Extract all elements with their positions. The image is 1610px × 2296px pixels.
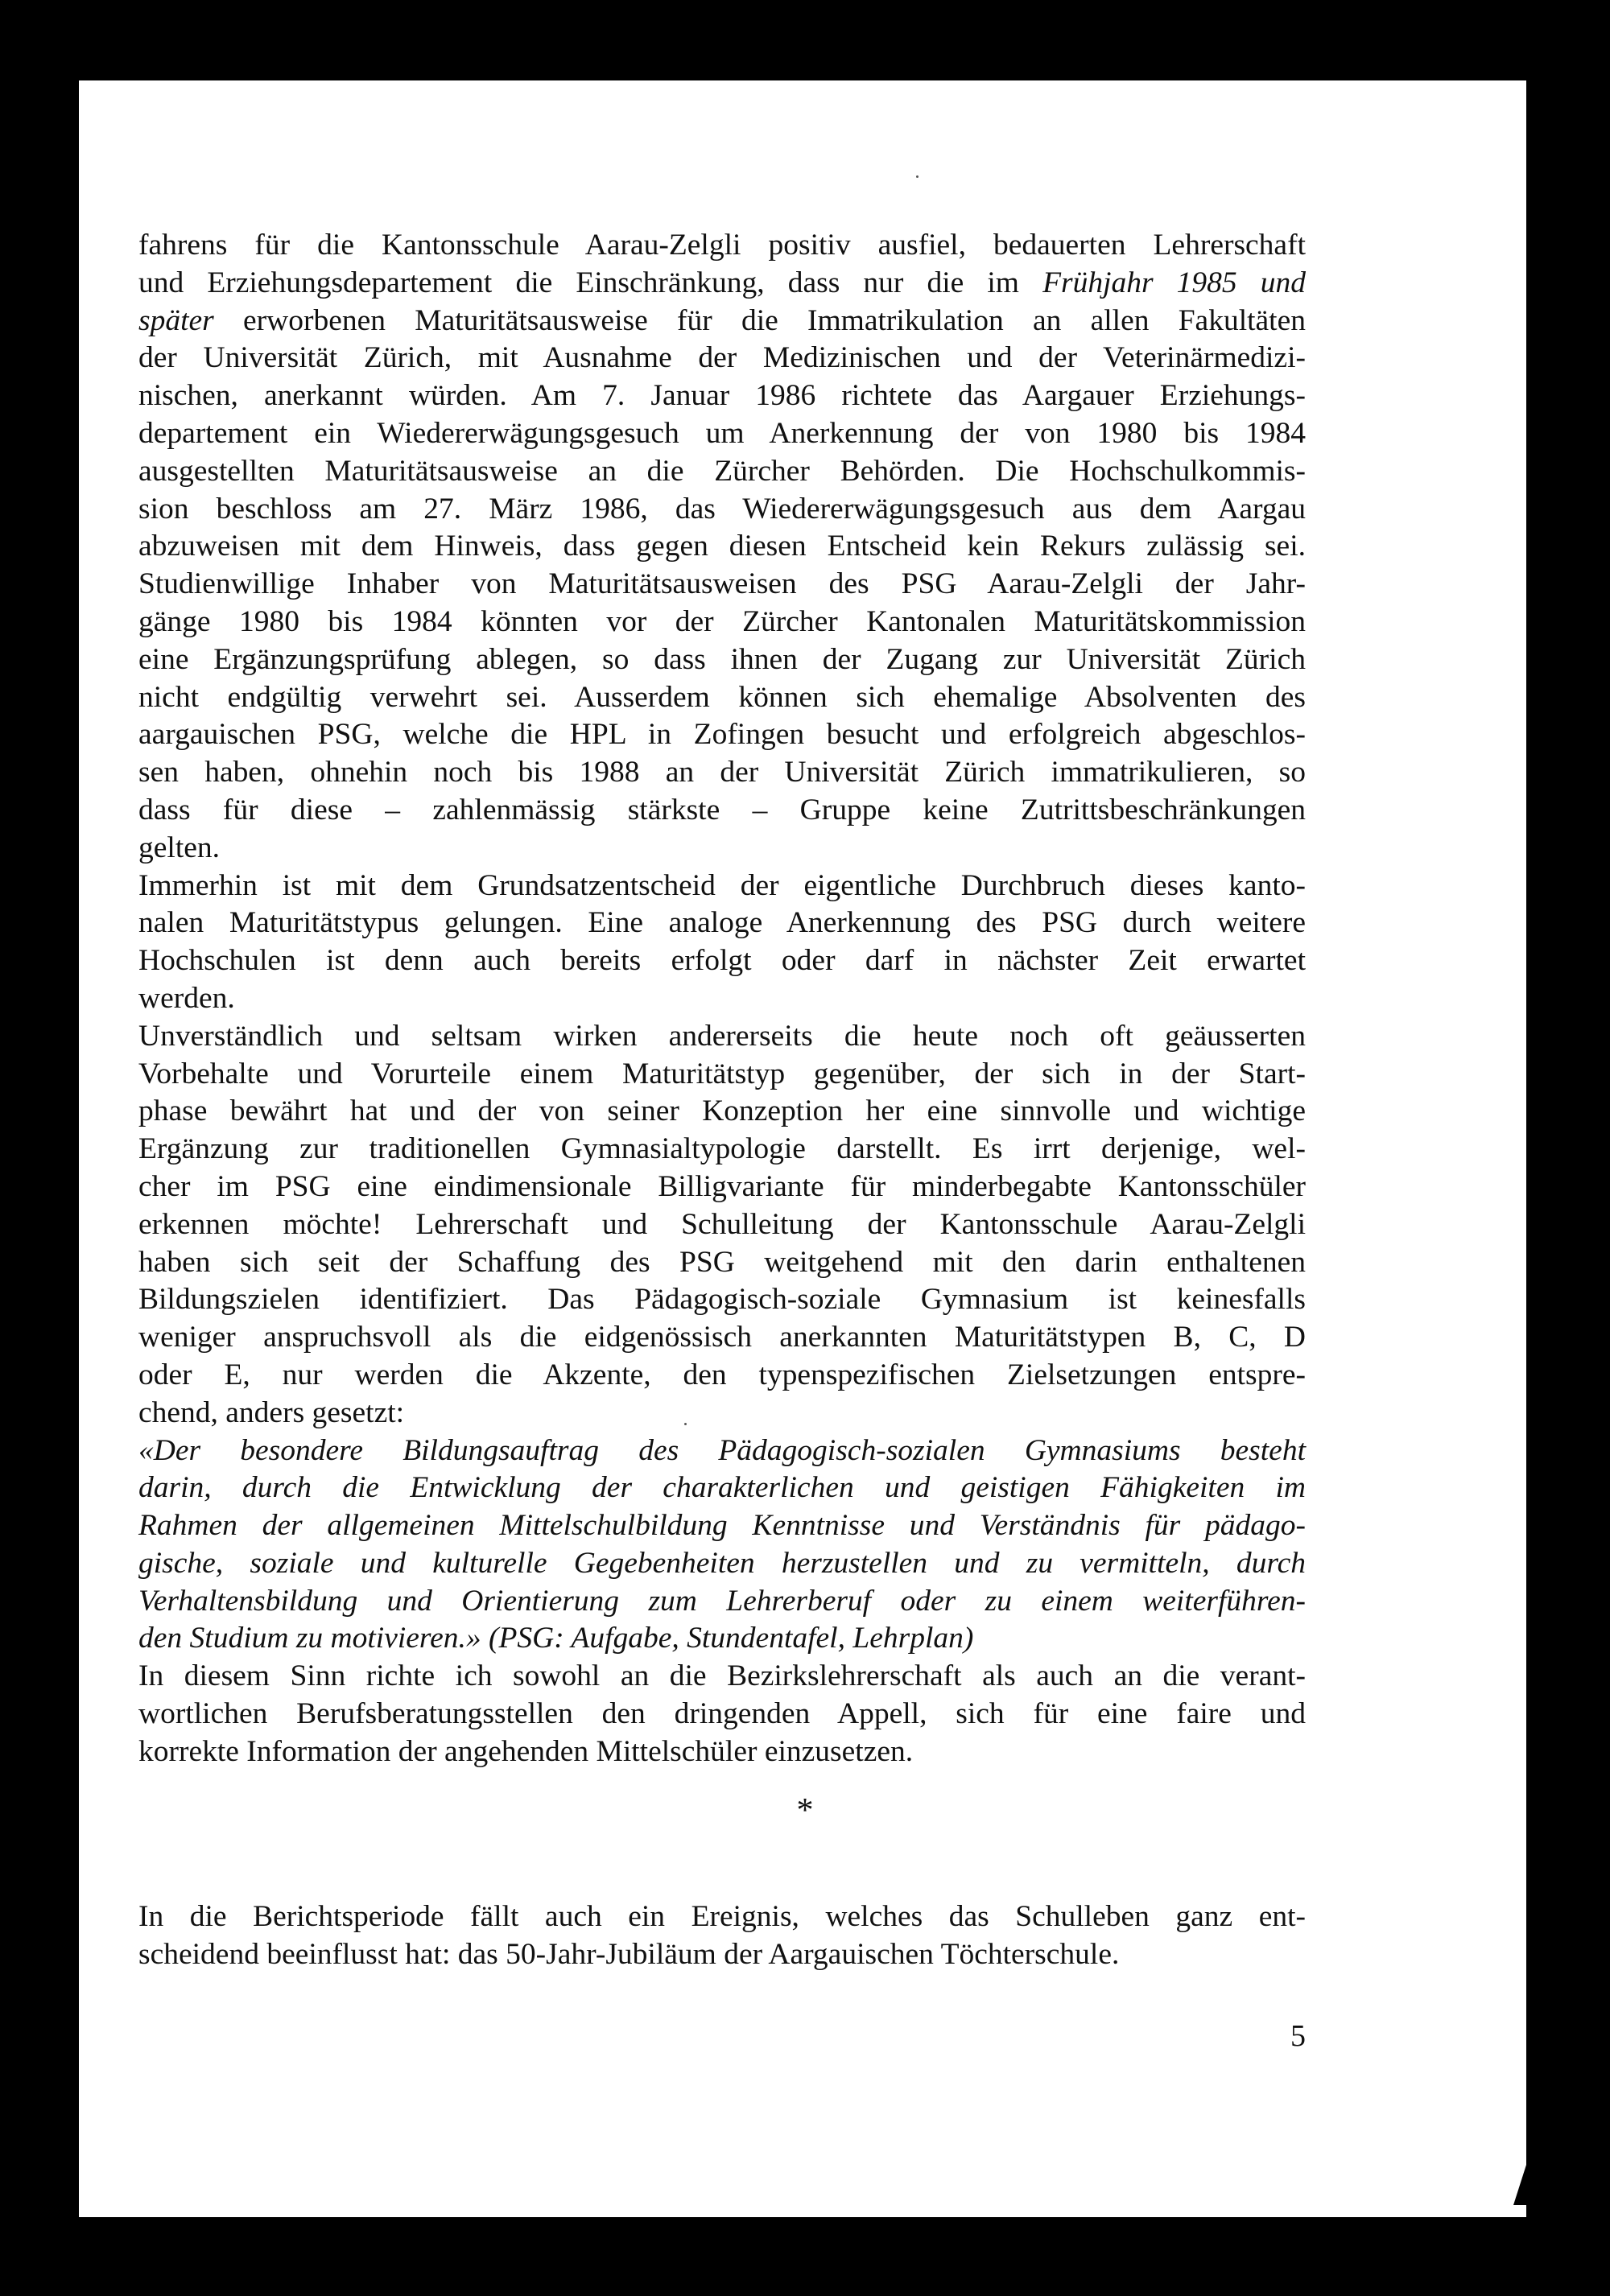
text-line: dass für diese – zahlenmässig stärkste – Gruppe keine Zutrittsbeschränkungen bbox=[138, 793, 1306, 826]
italic-text: später bbox=[138, 303, 214, 337]
text-line: korrekte Information der angehenden Mittelschüler einzusetzen. bbox=[138, 1734, 914, 1768]
text-line: eine Ergänzungsprüfung ablegen, so dass ihnen der Zugang zur Universität Zürich bbox=[138, 642, 1306, 676]
text-line: nicht endgültig verwehrt sei. Ausserdem können sich ehemalige Absolventen des bbox=[138, 680, 1306, 714]
text-line: nischen, anerkannt würden. Am 7. Januar 1986 richtete das Aargauer Erziehungs- bbox=[138, 379, 1306, 413]
text-line: wortlichen Berufsberatungsstellen den dringenden Appell, sich für eine faire und bbox=[138, 1697, 1306, 1731]
paragraph-3 bbox=[138, 1018, 1306, 1432]
text-line: Rahmen der allgemeinen Mittelschulbildung Kenntnisse und Verständnis für pädago- bbox=[138, 1509, 1306, 1543]
text-line: und Erziehungsdepartement die Einschränkung, dass nur die im Frühjahr 1985 und bbox=[138, 266, 1306, 299]
text-line: haben sich seit der Schaffung des PSG weitgehend mit den darin enthaltenen bbox=[138, 1245, 1306, 1279]
text-line: Ergänzung zur traditionellen Gymnasialtypologie darstellt. Es irrt derjenige, wel- bbox=[138, 1132, 1306, 1166]
text-line: departement ein Wiedererwägungsgesuch um Anerkennung der von 1980 bis 1984 bbox=[138, 416, 1306, 450]
text-line: gänge 1980 bis 1984 könnten vor der Zürcher Kantonalen Maturitätskommission bbox=[138, 604, 1306, 638]
text-line: oder E, nur werden die Akzente, den typenspezifischen Zielsetzungen entspre- bbox=[138, 1358, 1306, 1391]
paragraph-4 bbox=[138, 1658, 1306, 1770]
text-line: weniger anspruchsvoll als die eidgenössisch anerkannten Maturitätstypen B, C, D bbox=[138, 1321, 1306, 1354]
text-line: Unverständlich und seltsam wirken andererseits die heute noch oft geäusserten bbox=[138, 1019, 1306, 1053]
text-line: darin, durch die Entwicklung der charakterlichen und geistigen Fähigkeiten im bbox=[138, 1471, 1306, 1505]
text-line: phase bewährt hat und der von seiner Konzeption her eine sinnvolle und wichtige bbox=[138, 1094, 1306, 1128]
page-number: 5 bbox=[1290, 2019, 1306, 2053]
text-line: In die Berichtsperiode fällt auch ein Ereignis, welches das Schulleben ganz ent- bbox=[138, 1900, 1306, 1933]
text-line: «Der besondere Bildungsauftrag des Pädagogisch-sozialen Gymnasiums besteht bbox=[138, 1433, 1306, 1467]
text-line: sion beschloss am 27. März 1986, das Wiedererwägungsgesuch aus dem Aargau bbox=[138, 492, 1306, 526]
text-line: gelten. bbox=[138, 831, 221, 864]
body-text bbox=[138, 227, 1306, 1771]
text-line: werden. bbox=[138, 981, 235, 1015]
text-line: Hochschulen ist denn auch bereits erfolgt oder darf in nächster Zeit erwartet bbox=[138, 944, 1306, 978]
text-line: der Universität Zürich, mit Ausnahme der Medizinischen und der Veterinärmedizi- bbox=[138, 341, 1306, 375]
text-line: In diesem Sinn richte ich sowohl an die Bezirkslehrerschaft als auch an die verant- bbox=[138, 1659, 1306, 1693]
text-line: Immerhin ist mit dem Grundsatzentscheid der eigentliche Durchbruch dieses kanto- bbox=[138, 868, 1306, 902]
text-line: scheidend beeinflusst hat: das 50-Jahr-Jubiläum der Aargauischen Töchterschule. bbox=[138, 1937, 1120, 1971]
text-line: cher im PSG eine eindimensionale Billigvariante für minderbegabte Kantonsschüler bbox=[138, 1169, 1306, 1203]
closing-paragraph bbox=[138, 1898, 1306, 1974]
text-line: erkennen möchte! Lehrerschaft und Schulleitung der Kantonsschule Aarau-Zelgli bbox=[138, 1207, 1306, 1241]
quote-paragraph bbox=[138, 1432, 1306, 1659]
paragraph-1 bbox=[138, 227, 1306, 868]
text-line: ausgestellten Maturitätsausweise an die Zürcher Behörden. Die Hochschulkommis- bbox=[138, 454, 1306, 488]
text-line: gische, soziale und kulturelle Gegebenheiten herzustellen und zu vermitteln, durch bbox=[138, 1546, 1306, 1580]
text-line: abzuweisen mit dem Hinweis, dass gegen diesen Entscheid kein Rekurs zulässig sei. bbox=[138, 530, 1306, 563]
text-line: Vorbehalte und Vorurteile einem Maturitätstyp gegenüber, der sich in der Start- bbox=[138, 1057, 1306, 1090]
scan-speck bbox=[916, 175, 919, 178]
text-line: sen haben, ohnehin noch bis 1988 an der Universität Zürich immatrikulieren, so bbox=[138, 756, 1306, 789]
italic-text: Frühjahr 1985 und bbox=[1042, 266, 1306, 299]
text-line: Bildungszielen identifiziert. Das Pädagogisch-soziale Gymnasium ist keinesfalls bbox=[138, 1283, 1306, 1317]
text-line: den Studium zu motivieren.» (PSG: Aufgabe, Stundentafel, Lehrplan) bbox=[138, 1622, 974, 1655]
text-line: chend, anders gesetzt: bbox=[138, 1395, 405, 1429]
text-line: nalen Maturitätstypus gelungen. Eine analoge Anerkennung des PSG durch weitere bbox=[138, 906, 1306, 940]
section-separator: * bbox=[796, 1792, 814, 1829]
text-line: aargauischen PSG, welche die HPL in Zofingen besucht und erfolgreich abgeschlos- bbox=[138, 718, 1306, 752]
text-line: Verhaltensbildung und Orientierung zum Lehrerberuf oder zu einem weiterführen- bbox=[138, 1584, 1306, 1618]
text-line: fahrens für die Kantonsschule Aarau-Zelgli positiv ausfiel, bedauerten Lehrerschaft bbox=[138, 229, 1306, 262]
text-line: später erworbenen Maturitätsausweise für die Immatrikulation an allen Fakultäten bbox=[138, 303, 1306, 337]
text-line: Studienwillige Inhaber von Maturitätsausweisen des PSG Aarau-Zelgli der Jahr- bbox=[138, 567, 1306, 601]
scan-corner-mark bbox=[1513, 2165, 1526, 2205]
paragraph-2 bbox=[138, 868, 1306, 1018]
